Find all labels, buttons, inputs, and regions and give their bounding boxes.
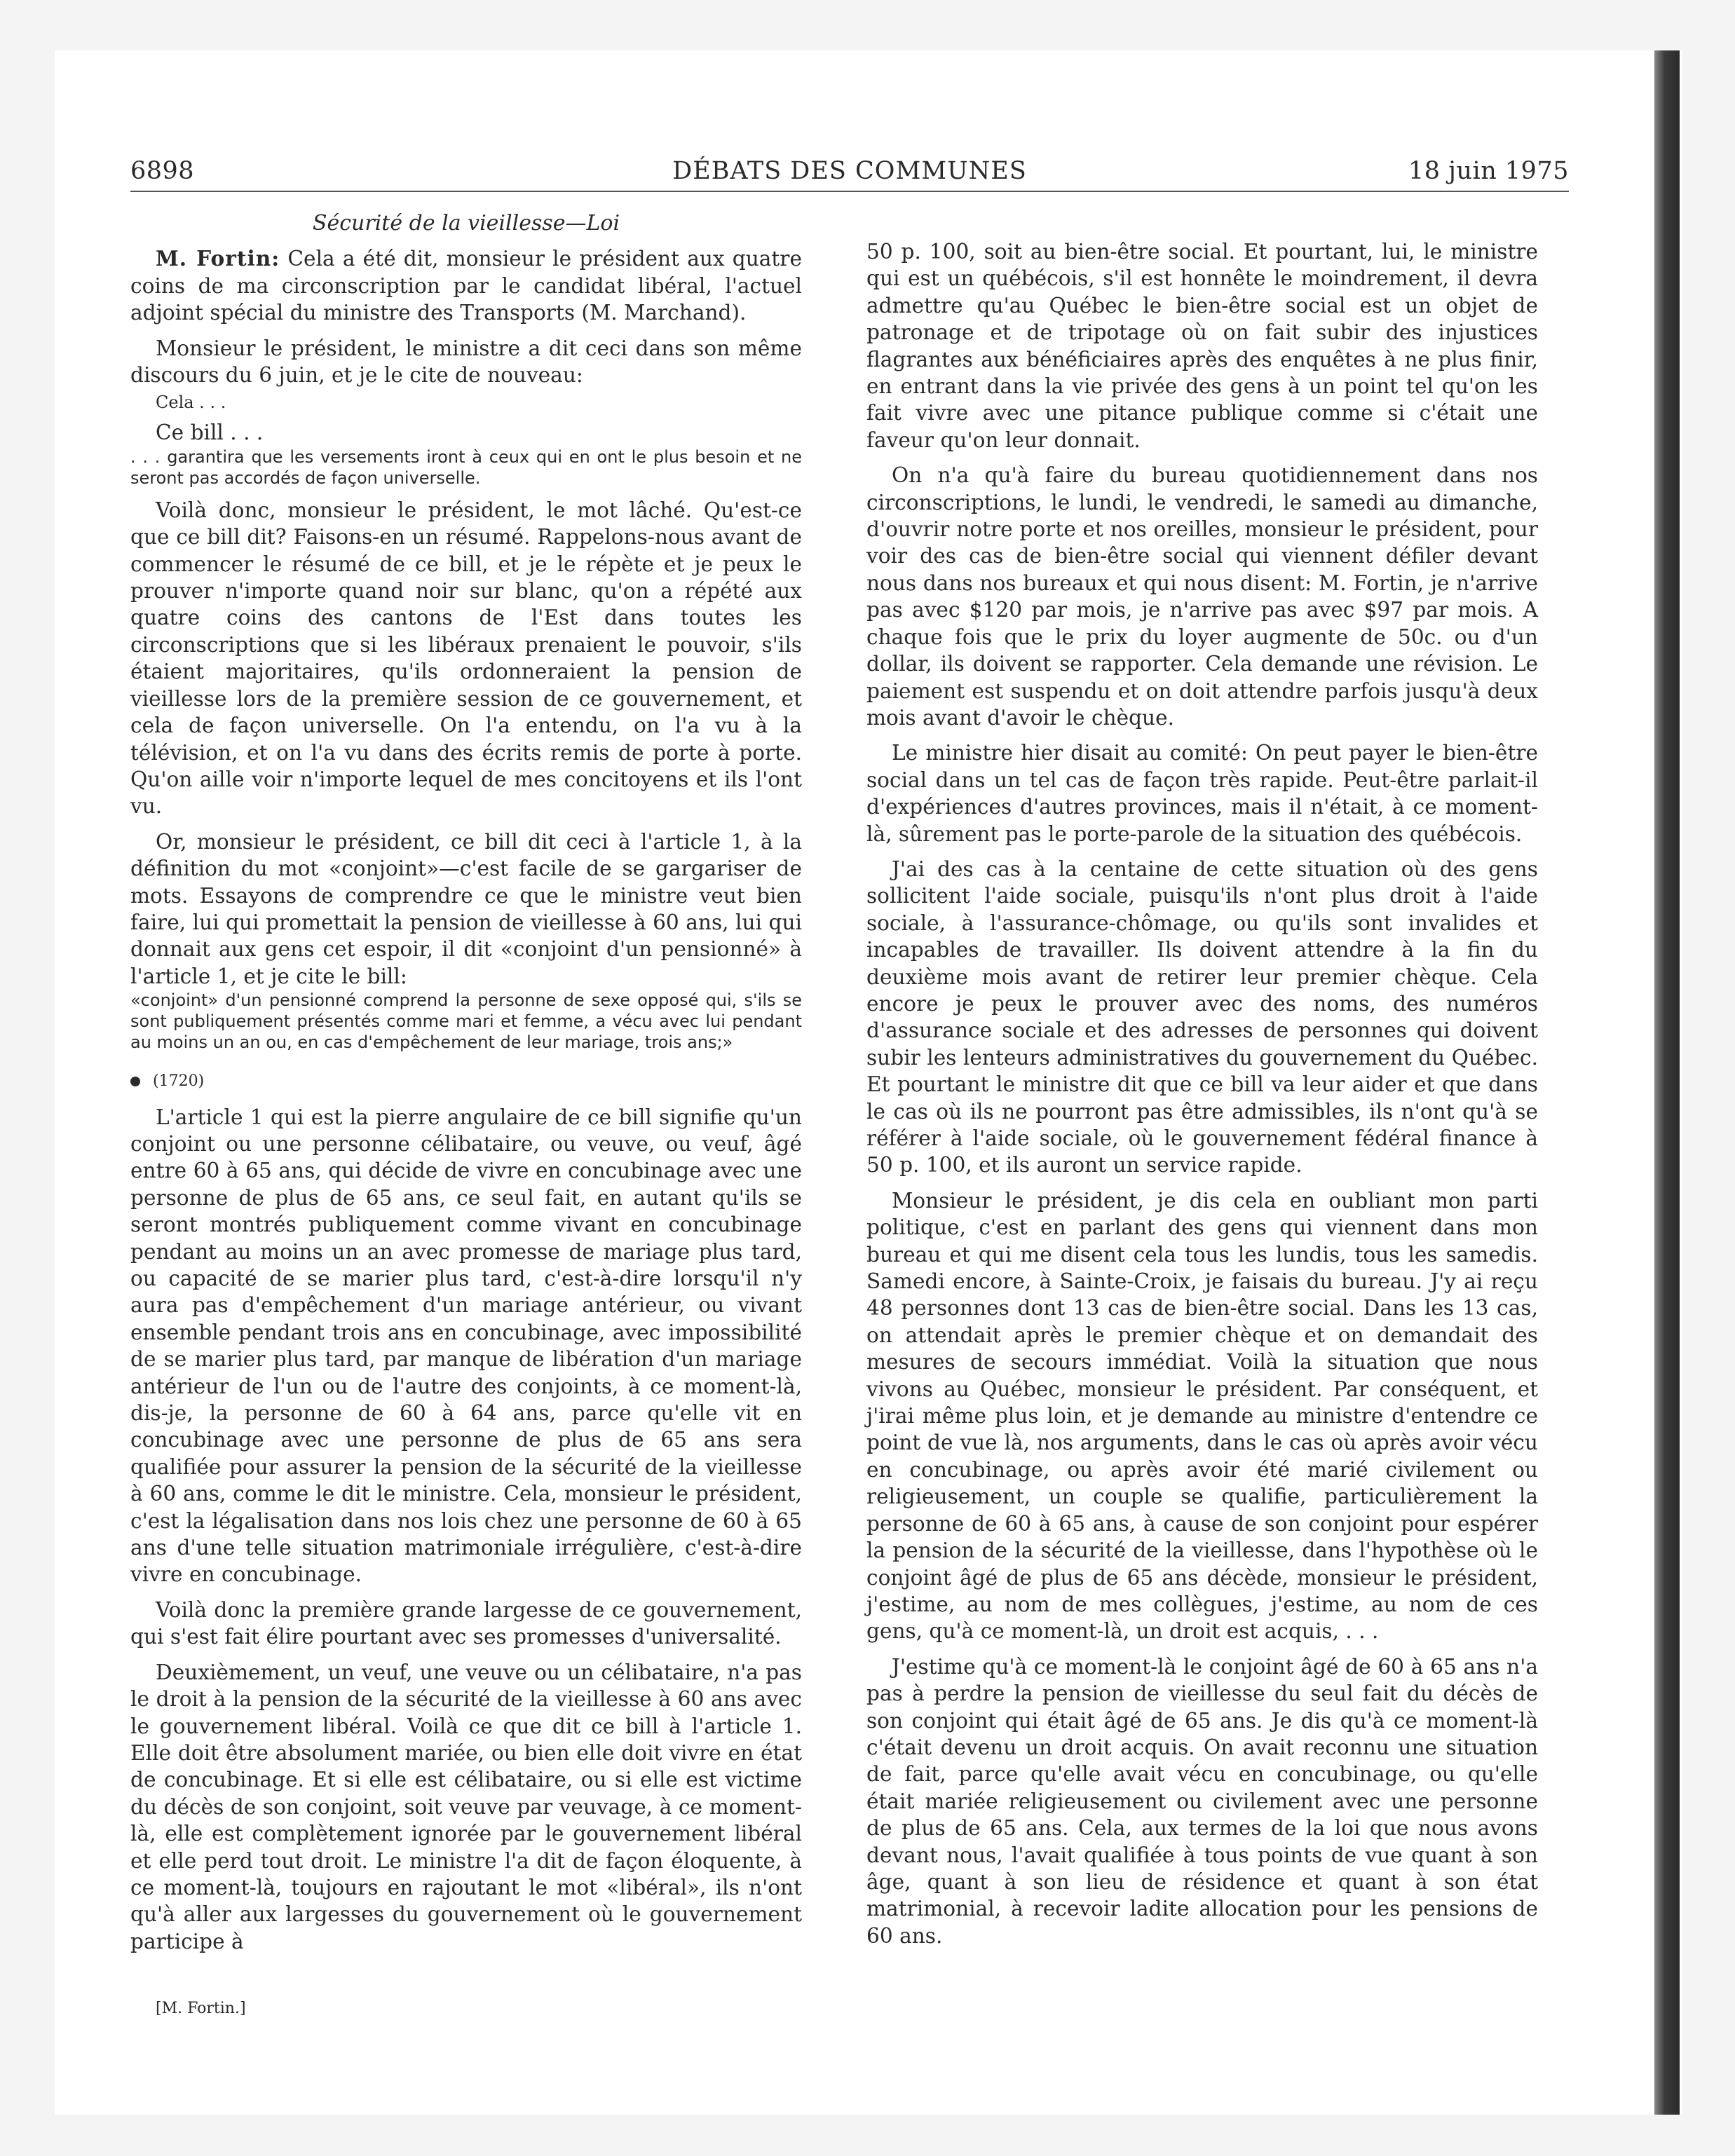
quote-garantira: . . . garantira que les versements iront à ceux qui en ont le plus besoin et ne seront pas accordés de façon universelle.: [130, 446, 802, 488]
quote-cela: Cela . . .: [156, 393, 226, 413]
timestamp-text: (1720): [153, 1072, 205, 1091]
journal-title: DÉBATS DES COMMUNES: [672, 157, 1027, 185]
paragraph: Voilà donc la première grande largesse de ce gouvernement, qui s'est fait élire pourtant avec ses promesses d'universalité.: [130, 1597, 802, 1649]
header-date: 18 juin 1975: [1408, 157, 1569, 185]
page-header: [130, 157, 1569, 192]
paragraph: J'estime qu'à ce moment-là le conjoint âgé de 60 à 65 ans n'a pas à perdre la pension de vieillesse du seul fait du décès de son conjoint qui était âgé de 65 ans. Je dis qu'à ce moment-là c'était devenu un droit acquis. On avait reconnu une situation de fait, parce qu'elle avait vécu en concubinage, ou qu'elle était mariée religieusement ou civilement avec une personne de plus de 65 ans. Cela, aux termes de la loi que nous avons devant nous, l'avait qualifiée à tous points de vue quant à son âge, quant à son lieu de résidence et quant à son état matrimonial, à recevoir ladite allocation pour les pensions de 60 ans.: [866, 1654, 1538, 1948]
paragraph: Monsieur le président, je dis cela en oubliant mon parti politique, c'est en parlant des gens qui viennent dans mon bureau et qui me disent cela tous les lundis, tous les samedis. Samedi encore, à Sainte-Croix, je faisais du bureau. J'y ai reçu 48 personnes dont 13 cas de bien-être social. Dans les 13 cas, on attendait après le premier chèque et on demandait des mesures de secours immédiat. Voilà la situation que nous vivons au Québec, monsieur le président. Par conséquent, et j'irai même plus loin, et je demande au ministre d'entendre ce point de vue là, nos arguments, dans le cas où après avoir vécu en concubinage, ou après avoir été marié civilement ou religieusement, un couple se qualifie, particulièrement la personne de 60 à 65 ans, à cause de son conjoint pour espérer la pension de la sécurité de la vieillesse, dans l'hypothèse où le conjoint âgé de plus de 65 ans décède, monsieur le président, j'estime, au nom de mes collègues, j'estime, au nom de ces gens, qu'à ce moment-là, un droit est acquis, . . .: [866, 1188, 1538, 1644]
paragraph: Le ministre hier disait au comité: On peut payer le bien-être social dans un tel cas de façon très rapide. Peut-être parlait-il d'expériences d'autres provinces, mais il n'était, à ce moment-là, sûrement pas le porte-parole de la situation des québécois.: [866, 741, 1538, 846]
paragraph: Voilà donc, monsieur le président, le mot lâché. Qu'est-ce que ce bill dit? Faisons-en un résumé. Rappelons-nous avant de commencer le résumé de ce bill, et je le répète et je peux le prouver n'importe quand noir sur blanc, qu'on a répété aux quatre coins des cantons de l'Est dans toutes les circonscriptions que si les libéraux prenaient le pouvoir, s'ils étaient majoritaires, qu'ils ordonneraient la pension de vieillesse lors de la première session de ce gouvernement, et cela de façon universelle. On l'a entendu, on l'a vu à la télévision, et on l'a vu dans des écrits remis de porte à porte. Qu'on aille voir n'importe lequel de mes concitoyens et ils l'ont vu.: [130, 498, 802, 819]
scan-edge-shadow: [1654, 50, 1680, 2115]
speaker-name: M. Fortin:: [156, 246, 280, 271]
paragraph: Monsieur le président, le ministre a dit ceci dans son même discours du 6 juin, et je le cite de nouveau:: [130, 336, 802, 388]
quote-conjoint-definition: «conjoint» d'un pensionné comprend la personne de sexe opposé qui, s'ils se sont publiquement présentés comme mari et femme, a vécu avec lui pendant au moins un an ou, en cas d'empêchement de leur mariage, trois ans;»: [130, 990, 802, 1053]
section-heading: Sécurité de la vieillesse—Loi: [312, 211, 620, 236]
paragraph: On n'a qu'à faire du bureau quotidiennement dans nos circonscriptions, le lundi, le vendredi, le samedi au dimanche, d'ouvrir notre porte et nos oreilles, monsieur le président, pour voir des cas de bien-être social qui viennent défiler devant nous dans nos bureaux et qui nous disent: M. Fortin, je n'arrive pas avec $120 par mois, je n'arrive pas avec $97 par mois. A chaque fois que le prix du loyer augmente de 50c. ou d'un dollar, ils doivent se rapporter. Cela demande une révision. Le paiement est suspendu et on doit attendre parfois jusqu'à deux mois avant d'avoir le chèque.: [866, 463, 1538, 730]
speaker-footer-tag: [M. Fortin.]: [156, 2000, 246, 2017]
page-number: 6898: [130, 157, 195, 185]
left-column: [130, 210, 802, 1955]
paragraph: Or, monsieur le président, ce bill dit ceci à l'article 1, à la définition du mot «conjoint»—c'est facile de se gargariser de mots. Essayons de comprendre ce que le ministre veut bien faire, lui qui promettait la pension de vieillesse à 60 ans, lui qui donnait aux gens cet espoir, il dit «conjoint d'un pensionné» à l'article 1, et je cite le bill:: [130, 829, 802, 988]
bullet-icon: [130, 1077, 140, 1086]
paragraph: J'ai des cas à la centaine de cette situation où des gens sollicitent l'aide sociale, puisqu'ils n'ont plus droit à l'aide sociale, à l'assurance-chômage, ou qu'ils sont invalides et incapables de travailler. Ils doivent attendre à la fin du deuxième mois avant de retirer leur premier chèque. Cela encore je peux le prouver avec des noms, des numéros d'assurance sociale et des adresses de personnes qui doivent subir les lenteurs administratives du gouvernement du Québec. Et pourtant le ministre dit que ce bill va leur aider et que dans le cas où ils ne pourront pas être admissibles, ils n'ont qu'à se référer à l'aide sociale, où le gouvernement fédéral finance à 50 p. 100, et ils auront un service rapide.: [866, 857, 1538, 1178]
paragraph: L'article 1 qui est la pierre angulaire de ce bill signifie qu'un conjoint ou une personne célibataire, ou veuve, ou veuf, âgé entre 60 à 65 ans, qui décide de vivre en concubinage avec une personne de plus de 65 ans, ce seul fait, en autant qu'ils se seront montrés publiquement comme vivant en concubinage pendant au moins un an avec promesse de mariage plus tard, ou capacité de se marier plus tard, c'est-à-dire lorsqu'il n'y aura pas d'empêchement d'un mariage antérieur, ou vivant ensemble pendant trois ans en concubinage, avec impossibilité de se marier plus tard, par manque de libération d'un mariage antérieur de l'un ou de l'autre des conjoints, à ce moment-là, dis-je, la personne de 60 à 64 ans, parce qu'elle vit en concubinage avec une personne de plus de 65 ans sera qualifiée pour assurer la pension de la sécurité de la vieillesse à 60 ans, comme le dit le ministre. Cela, monsieur le président, c'est la légalisation dans nos lois chez une personne de 60 à 65 ans d'une telle situation matrimoniale irrégulière, c'est-à-dire vivre en concubinage.: [130, 1105, 802, 1587]
paragraph: 50 p. 100, soit au bien-être social. Et pourtant, lui, le ministre qui est un québécois, s'il est honnête le moindrement, il devra admettre qu'au Québec le bien-être social est un objet de patronage et de tripotage où on fait subir des injustices flagrantes aux bénéficiaires après des enquêtes à ne plus finir, en entrant dans la vie privée des gens à un point tel qu'on les fait vivre avec une pitance publique comme si c'était une faveur qu'on leur donnait.: [866, 240, 1538, 452]
timestamp: [130, 1068, 802, 1095]
paragraph: M. Fortin: Cela a été dit, monsieur le président aux quatre coins de ma circonscription par le candidat libéral, l'actuel adjoint spécial du ministre des Transports (M. Marchand).: [130, 246, 802, 325]
quote-ce-bill: Ce bill . . .: [156, 421, 264, 445]
right-column: [866, 238, 1538, 1949]
paragraph: Deuxièmement, un veuf, une veuve ou un célibataire, n'a pas le droit à la pension de la sécurité de la vieillesse à 60 ans avec le gouvernement libéral. Voilà ce que dit ce bill à l'article 1. Elle doit être absolument mariée, ou bien elle doit vivre en état de concubinage. Et si elle est célibataire, ou si elle est victime du décès de son conjoint, soit veuve par veuvage, à ce moment-là, elle est complètement ignorée par le gouvernement libéral et elle perd tout droit. Le ministre l'a dit de façon éloquente, à ce moment-là, toujours en rajoutant le mot «libéral», ils n'ont qu'à aller aux largesses du gouvernement où le gouvernement participe à: [130, 1660, 802, 1953]
